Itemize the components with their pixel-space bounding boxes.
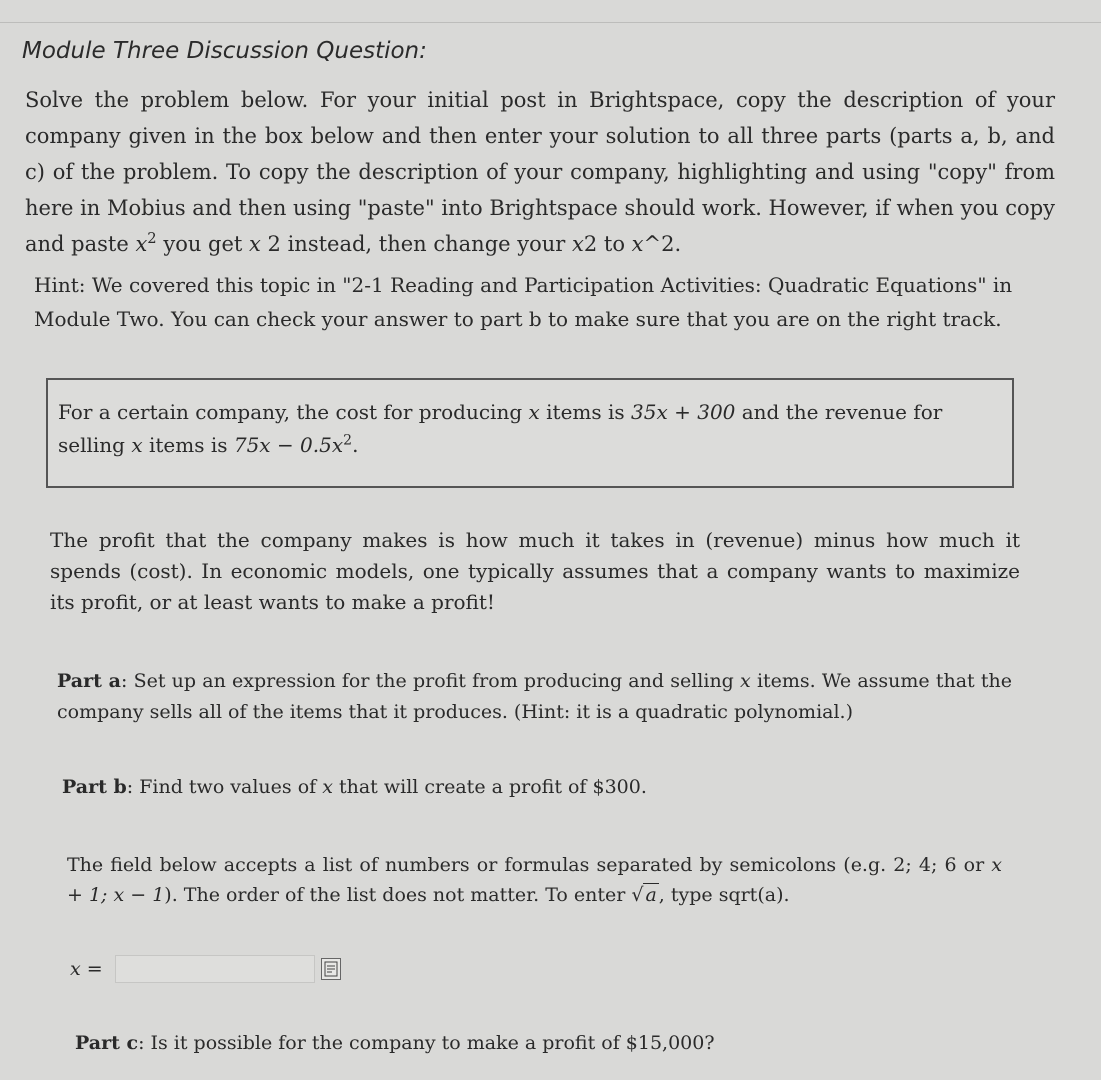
- preview-icon[interactable]: [321, 958, 341, 980]
- hint-paragraph: Hint: We covered this topic in "2-1 Reading and Participation Activities: Quadratic Equations" in Module Two. You can check your answer to part b to make sure that you are on the right track.: [34, 273, 1013, 331]
- answer-input[interactable]: [115, 955, 315, 983]
- top-divider: [0, 22, 1101, 23]
- answer-label: x =: [70, 958, 103, 980]
- part-c-question: Part c: Is it possible for the company to make a profit of $15,000?: [75, 1032, 715, 1054]
- part-b-question: Part b: Find two values of x that will create a profit of $300.: [62, 776, 647, 798]
- company-description-box: For a certain company, the cost for producing x items is 35x + 300 and the revenue for selling x items is $75x - 0.5x^2$.: [46, 378, 1014, 488]
- intro-paragraph: Solve the problem below. For your initial post in Brightspace, copy the description of your company given in the box below and then enter your solution to all three parts (parts a, b, and c) of the problem. To copy the description of your company, highlighting and using "copy" from here in Mobius and then using "paste" into Brightspace should work. However, if when you copy and paste $x^2$ you get x 2 instead, then change your x2 to x^2.: [25, 88, 1055, 256]
- page-title: Module Three Discussion Question:: [22, 38, 427, 64]
- field-instructions: The field below accepts a list of numbers or formulas separated by semicolons (e.g. 2; 4; 6 or x + 1; x − 1). The order of the list does not matter. To enter √ a , type sqrt(a).: [67, 854, 1002, 906]
- part-a-question: Part a: Set up an expression for the profit from producing and selling x items. We assume that the company sells all of the items that it produces. (Hint: it is a quadratic polynomial.): [57, 670, 1012, 723]
- cost-expression: 35x + 300: [631, 400, 736, 424]
- preview-glyph-icon: [324, 961, 338, 977]
- sqrt-symbol: √: [631, 884, 644, 906]
- answer-row: [70, 952, 341, 986]
- revenue-expression: 75x − 0.5x: [233, 433, 344, 457]
- profit-explanation: The profit that the company makes is how much it takes in (revenue) minus how much it spends (cost). In economic models, one typically assumes that a company wants to maximize its profit, or at least wants to make a profit!: [50, 528, 1020, 614]
